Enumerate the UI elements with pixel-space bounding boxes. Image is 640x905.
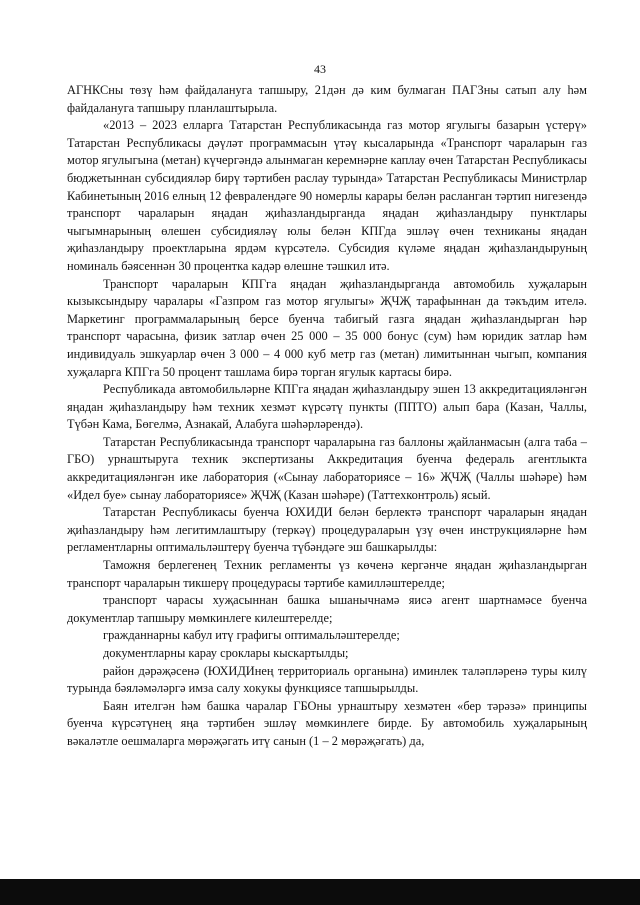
list-item: транспорт чарасы хуҗасыннан башка ышанычнамә яисә агент шартнамәсе буенча документлар тапшыру мөмкинлеге килештерелде; <box>67 593 587 625</box>
paragraph: Татарстан Республикасы буенча ЮХИДИ белән берлектә транспорт чараларын яңадан җиһазландыру һәм легитимлаштыру (теркәү) процедураларын үзү өчен инструкцияләрне һәм регламентларны оптимальләштерү буенча түбәндәге эш башкарылды: <box>67 505 587 555</box>
list-item: гражданнарны кабул итү графигы оптимальләштерелде; <box>103 628 400 643</box>
paragraph: Татарстан Республикасында транспорт чараларына газ баллоны җайланмасын (алга таба – ГБО) урнаштыруга техник экспертизаны Аккредитация буенча федераль агентлыкта аккредитацияләнгән ике лаборатория («Сынау лабораториясе – 16» ҖЧҖ (Чаллы шәһәре) һәм «Идел буе» сынау лабораториясе» ҖЧҖ (Казан шәһәре) (Таттехконтроль) ясый. <box>67 434 587 502</box>
paragraph: Республикада автомобильләрне КПГга яңадан җиһазландыру эшен 13 аккредитацияләнгән яңадан җиһазландыру һәм техник хезмәт күрсәтү пункты (ППТО) алып бара (Казан, Чаллы, Түбән Кама, Бөгелмә, Азнакай, Алабуга шәһәрләрендә). <box>67 382 587 432</box>
paragraph: «2013 – 2023 елларга Татарстан Республикасында газ мотор ягулыгы базарын үстерү» Татарстан Республикасы дәүләт программасын үтәү кысаларында «Транспорт чараларын газ мотор ягулыгына (метан) күчергәндә алынмаган керемнәрне каплау өчен Татарстан Республикасы бюджетыннан субсидияләр бирү тәртибен раслау турында» Татарстан Республикасы Министрлар Кабинетының 2016 елның 12 февралендәге 90 номерлы карары белән расланган тәртип нигезендә транспорт чараларын яңадан җиһазландырганда яңадан җиһазландыру пунктлары чыгымнарының өлешен субсидияләү юлы белән КПГда эшләү өчен техниканы яңадан җиһазландыру проектларына ярдәм күрсәтелә. Субсидия күләме яңадан җиһазландыруның номиналь бәясеннән 30 процентка кадәр өлешне тәшкил итә. <box>67 118 587 273</box>
paragraph: Транспорт чараларын КПГга яңадан җиһазландырганда автомобиль хуҗаларын кызыксындыру чаралары «Газпром газ мотор ягулыгы» ҖЧҖ тарафыннан да тәкъдим ителә. Маркетинг программаларының берсе буенча табигый газга яңадан җиһазландырган һәр транспорт чарасына, физик затлар өчен 25 000 – 35 000 бонус (сум) һәм юридик затлар һәм индивидуаль эшкуарлар өчен 3 000 – 4 000 куб метр газ (метан) лимитыннан чыгып, компания хуҗаларга КПГга 50 процент ташлама бирә торган ягулык картасы бирә. <box>67 276 587 379</box>
list-item: документларны карау сроклары кыскартылды; <box>103 646 349 660</box>
scan-bottom-edge <box>0 879 640 905</box>
document-body <box>67 82 587 751</box>
list-item: район дәрәҗәсенә (ЮХИДИнең территориаль органына) иминлек таләпләренә туры килү турында бәяләмәләргә имза салу хокукы функциясе тапшырылды. <box>67 663 587 696</box>
list-item: Таможня берлегенең Техник регламенты үз көченә кергәнче яңадан җиһазландырган транспорт чараларын тикшерү процедурасы тәртибе камилләштерелде; <box>67 558 587 590</box>
page-number: 43 <box>314 62 326 76</box>
paragraph: Баян ителгән һәм башка чаралар ГБОны урнаштыру хезмәтен «бер тәрәзә» принципы буенча күрсәтүнең яңа тәртибен эшләү мөмкинлеге бирде. Бу автомобиль хуҗаларының вәкаләтле оешмаларга мөрәҗәгать итү санын (1 – 2 мөрәҗәгать) да, <box>67 698 587 748</box>
paragraph: АГНКСны төзү һәм файдалануга тапшыру, 21дән дә ким булмаган ПАГЗны сатып алу һәм файдалануга тапшыру планлаштырыла. <box>67 83 587 115</box>
